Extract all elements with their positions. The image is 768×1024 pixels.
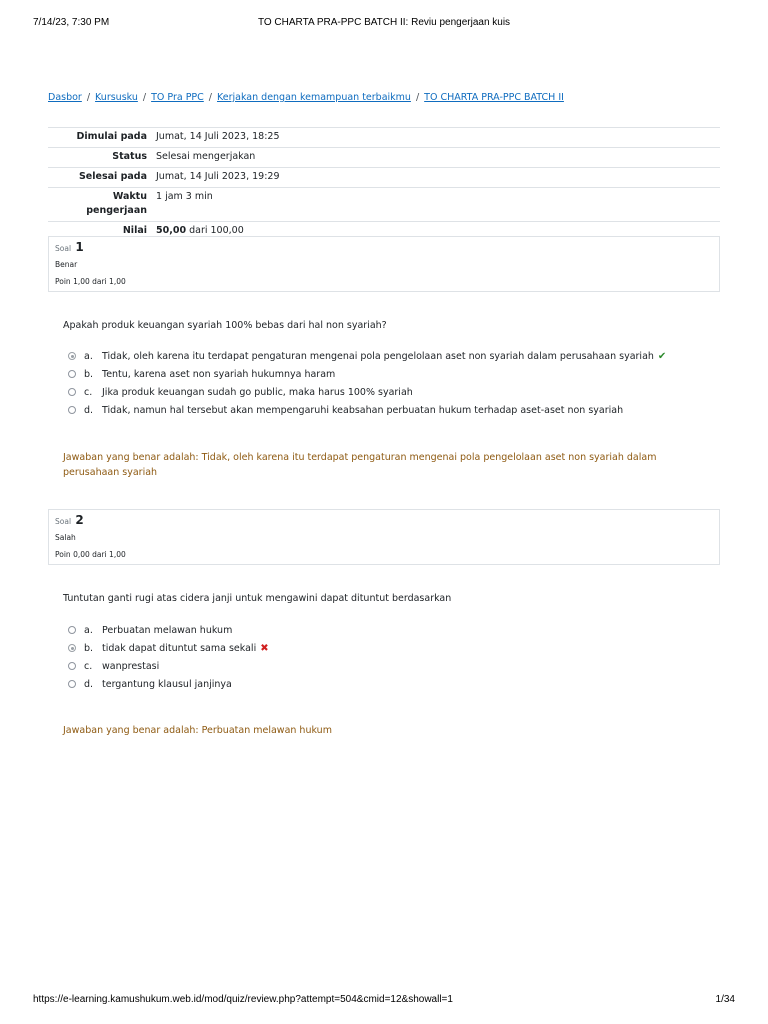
option-letter: d. [84,679,94,690]
breadcrumb-separator: / [86,92,91,103]
grade-max: dari 100,00 [189,225,244,236]
summary-row-started [48,128,720,148]
question-grade: Poin 0,00 dari 1,00 [55,550,126,559]
page-number: 1/34 [715,994,735,1005]
breadcrumb-separator: / [415,92,420,103]
print-url: https://e-learning.kamushukum.web.id/mod/quiz/review.php?attempt=504&cmid=12&showall=1 [33,994,453,1005]
option-text: tergantung klausul janjinya [102,679,232,690]
question-number-label: Soal [55,244,72,253]
breadcrumb-link-section[interactable]: Kerjakan dengan kemampuan terbaikmu [217,92,411,103]
option-text: Jika produk keuangan sudah go public, maka harus 100% syariah [102,387,413,398]
option-letter: a. [84,351,93,362]
option-text [102,642,269,656]
question-number-value: 2 [75,513,84,527]
question-state: Salah [55,533,76,542]
option-label: tidak dapat dituntut sama sekali [102,643,257,654]
breadcrumb-link-dasbor[interactable]: Dasbor [48,92,82,103]
summary-label: Nilai [48,222,152,242]
option-text: wanprestasi [102,661,160,672]
summary-label: Selesai pada [48,168,152,188]
option-letter: a. [84,625,93,636]
question-grade: Poin 1,00 dari 1,00 [55,277,126,286]
option-letter: c. [84,661,93,672]
print-header [33,17,735,31]
summary-label: Status [48,148,152,168]
radio-button[interactable] [68,388,76,396]
option-letter: d. [84,405,94,416]
radio-button[interactable] [68,406,76,414]
print-title: TO CHARTA PRA-PPC BATCH II: Reviu pengerjaan kuis [257,17,511,28]
radio-button[interactable] [68,352,76,360]
option-letter: c. [84,387,93,398]
question-info-box [48,509,720,565]
summary-label: Dimulai pada [48,128,152,148]
question-number-label: Soal [55,517,72,526]
answer-options [68,624,718,696]
answer-option [68,678,718,696]
summary-row-status [48,148,720,168]
print-date: 7/14/23, 7:30 PM [33,17,110,28]
question-number-value: 1 [75,240,84,254]
breadcrumb [48,92,564,103]
option-letter: b. [84,369,94,380]
breadcrumb-separator: / [208,92,212,103]
radio-button[interactable] [68,644,76,652]
answer-option [68,350,718,368]
question-number [55,240,84,254]
option-text [102,350,666,364]
cross-icon: ✖ [260,643,269,654]
right-answer-feedback: Jawaban yang benar adalah: Tidak, oleh karena itu terdapat pengaturan mengenai pola pengelolaan aset non syariah dalam perusahaan syariah [63,452,657,478]
summary-value: Selesai mengerjakan [152,148,720,168]
radio-button[interactable] [68,662,76,670]
answer-option [68,642,718,660]
summary-row-time [48,188,720,222]
print-footer [33,994,735,1008]
option-text: Tentu, karena aset non syariah hukumnya haram [102,369,336,380]
option-text: Tidak, namun hal tersebut akan mempengaruhi keabsahan perbuatan hukum terhadap aset-aset non syariah [102,405,624,416]
summary-label-line: Waktu [112,191,147,202]
radio-button[interactable] [68,370,76,378]
summary-value: 1 jam 3 min [152,188,720,222]
check-icon: ✔ [657,351,667,362]
radio-button[interactable] [68,680,76,688]
grade-score: 50,00 [156,225,187,236]
summary-value: Jumat, 14 Juli 2023, 18:25 [152,128,720,148]
option-label: Tidak, oleh karena itu terdapat pengaturan mengenai pola pengelolaan aset non syariah dalam perusahaan syariah [102,351,654,362]
summary-label [48,188,152,222]
attempt-summary-table [48,127,720,241]
question-info-box [48,236,720,292]
answer-option [68,404,718,422]
radio-button[interactable] [68,626,76,634]
breadcrumb-link-kursusku[interactable]: Kursusku [95,92,138,103]
answer-option [68,624,718,642]
summary-row-completed [48,168,720,188]
answer-option [68,368,718,386]
answer-option [68,660,718,678]
answer-options [68,350,718,422]
question-text: Tuntutan ganti rugi atas cidera janji untuk mengawini dapat dituntut berdasarkan [63,593,452,604]
question-number [55,513,84,527]
summary-label-line: pengerjaan [86,205,147,216]
question-state: Benar [55,260,78,269]
breadcrumb-separator: / [142,92,147,103]
breadcrumb-link-course[interactable]: TO Pra PPC [151,92,204,103]
answer-option [68,386,718,404]
breadcrumb-link-quiz[interactable]: TO CHARTA PRA-PPC BATCH II [424,92,564,103]
option-letter: b. [84,643,94,654]
question-text: Apakah produk keuangan syariah 100% bebas dari hal non syariah? [63,320,387,331]
summary-value: Jumat, 14 Juli 2023, 19:29 [152,168,720,188]
option-text: Perbuatan melawan hukum [102,625,233,636]
right-answer-feedback: Jawaban yang benar adalah: Perbuatan melawan hukum [63,725,332,736]
